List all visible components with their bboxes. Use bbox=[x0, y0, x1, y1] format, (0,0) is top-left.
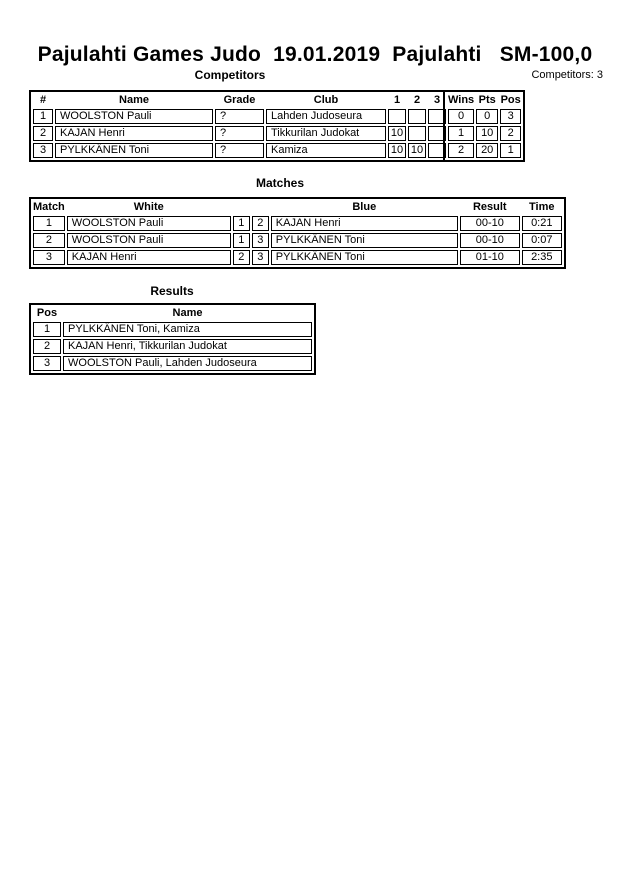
competitor-name: WOOLSTON Pauli bbox=[55, 109, 213, 124]
result-pos: 3 bbox=[33, 356, 61, 371]
match-result: 00-10 bbox=[460, 233, 520, 248]
match-blue-name: PYLKKÄNEN Toni bbox=[271, 250, 458, 265]
competitor-grade: ? bbox=[215, 126, 264, 141]
match-time: 0:21 bbox=[522, 216, 562, 231]
competitor-round1-score: 10 bbox=[388, 126, 406, 141]
competitors-table bbox=[29, 90, 525, 162]
result-pos: 1 bbox=[33, 322, 61, 337]
competitor-name: PYLKKÄNEN Toni bbox=[55, 143, 213, 158]
matches-col-white-num bbox=[233, 201, 250, 214]
result-name: WOOLSTON Pauli, Lahden Judoseura bbox=[63, 356, 312, 371]
matches-table bbox=[29, 197, 566, 269]
match-blue-name: KAJAN Henri bbox=[271, 216, 458, 231]
competitors-col-round1: 1 bbox=[393, 94, 401, 106]
competitor-pts: 10 bbox=[476, 126, 498, 141]
competitors-col-grade: Grade bbox=[223, 94, 256, 106]
result-row bbox=[33, 322, 312, 337]
competitor-round2-score bbox=[408, 126, 426, 141]
competitor-round1-score bbox=[388, 109, 406, 124]
result-row bbox=[33, 356, 312, 371]
match-time: 0:07 bbox=[522, 233, 562, 248]
matches-heading: Matches bbox=[255, 176, 305, 190]
match-number: 1 bbox=[33, 216, 65, 231]
result-row bbox=[33, 339, 312, 354]
result-name: KAJAN Henri, Tikkurilan Judokat bbox=[63, 339, 312, 354]
competitor-wins: 2 bbox=[448, 143, 474, 158]
competitor-club: Lahden Judoseura bbox=[266, 109, 386, 124]
competitor-name: KAJAN Henri bbox=[55, 126, 213, 141]
competitors-col-name: Name bbox=[119, 94, 149, 106]
competitor-grade: ? bbox=[215, 109, 264, 124]
match-number: 3 bbox=[33, 250, 65, 265]
matches-col-blue-num bbox=[252, 201, 269, 214]
match-white-name: KAJAN Henri bbox=[67, 250, 231, 265]
matches-col-time: Time bbox=[529, 201, 555, 213]
match-white-num: 1 bbox=[233, 216, 250, 231]
competitors-count: Competitors: 3 bbox=[531, 69, 603, 81]
match-white-num: 1 bbox=[233, 233, 250, 248]
competitors-col-round2: 2 bbox=[413, 94, 421, 106]
match-blue-name: PYLKKÄNEN Toni bbox=[271, 233, 458, 248]
match-blue-num: 2 bbox=[252, 216, 269, 231]
matches-col-match: Match bbox=[33, 201, 65, 213]
matches-col-white: White bbox=[133, 201, 164, 213]
results-header-row bbox=[33, 307, 312, 320]
results-col-pos: Pos bbox=[36, 307, 58, 319]
results-heading: Results bbox=[150, 284, 194, 298]
competitor-club: Kamiza bbox=[266, 143, 386, 158]
competitor-pts: 0 bbox=[476, 109, 498, 124]
competitors-col-pos: Pos bbox=[500, 94, 521, 106]
competitor-row bbox=[33, 143, 521, 158]
match-white-name: WOOLSTON Pauli bbox=[67, 216, 231, 231]
competitor-round2-score bbox=[408, 109, 426, 124]
competitors-heading: Competitors bbox=[194, 68, 266, 82]
match-row bbox=[33, 250, 562, 265]
competitors-col-club: Club bbox=[313, 94, 339, 106]
competitor-pos: 3 bbox=[500, 109, 521, 124]
competitor-num: 1 bbox=[33, 109, 53, 124]
match-blue-num: 3 bbox=[252, 250, 269, 265]
matches-col-result: Result bbox=[472, 201, 507, 213]
competitors-col-num: # bbox=[39, 94, 47, 106]
competitor-wins: 0 bbox=[448, 109, 474, 124]
competitor-pts: 20 bbox=[476, 143, 498, 158]
competitor-pos: 2 bbox=[500, 126, 521, 141]
results-col-name: Name bbox=[172, 307, 203, 319]
competitor-row bbox=[33, 109, 521, 124]
competitors-col-round3: 3 bbox=[433, 94, 441, 106]
match-row bbox=[33, 233, 562, 248]
match-result: 01-10 bbox=[460, 250, 520, 265]
match-result: 00-10 bbox=[460, 216, 520, 231]
matches-col-blue: Blue bbox=[352, 201, 377, 213]
competitor-num: 3 bbox=[33, 143, 53, 158]
competitor-row bbox=[33, 126, 521, 141]
competitors-col-pts: Pts bbox=[478, 94, 496, 106]
competitor-wins: 1 bbox=[448, 126, 474, 141]
competitors-col-wins: Wins bbox=[448, 94, 475, 106]
competitor-num: 2 bbox=[33, 126, 53, 141]
competitor-round1-score: 10 bbox=[388, 143, 406, 158]
results-table bbox=[29, 303, 316, 375]
competitor-club: Tikkurilan Judokat bbox=[266, 126, 386, 141]
competitor-grade: ? bbox=[215, 143, 264, 158]
match-time: 2:35 bbox=[522, 250, 562, 265]
match-blue-num: 3 bbox=[252, 233, 269, 248]
matches-header-row bbox=[33, 201, 562, 214]
competitor-pos: 1 bbox=[500, 143, 521, 158]
match-white-num: 2 bbox=[233, 250, 250, 265]
result-name: PYLKKÄNEN Toni, Kamiza bbox=[63, 322, 312, 337]
competitor-round2-score: 10 bbox=[408, 143, 426, 158]
competitors-header-row bbox=[33, 94, 521, 107]
page-title: Pajulahti Games Judo 19.01.2019 Pajulahti SM-100,0 bbox=[37, 43, 593, 66]
wins-group-divider bbox=[443, 92, 445, 160]
result-pos: 2 bbox=[33, 339, 61, 354]
match-white-name: WOOLSTON Pauli bbox=[67, 233, 231, 248]
match-number: 2 bbox=[33, 233, 65, 248]
match-row bbox=[33, 216, 562, 231]
